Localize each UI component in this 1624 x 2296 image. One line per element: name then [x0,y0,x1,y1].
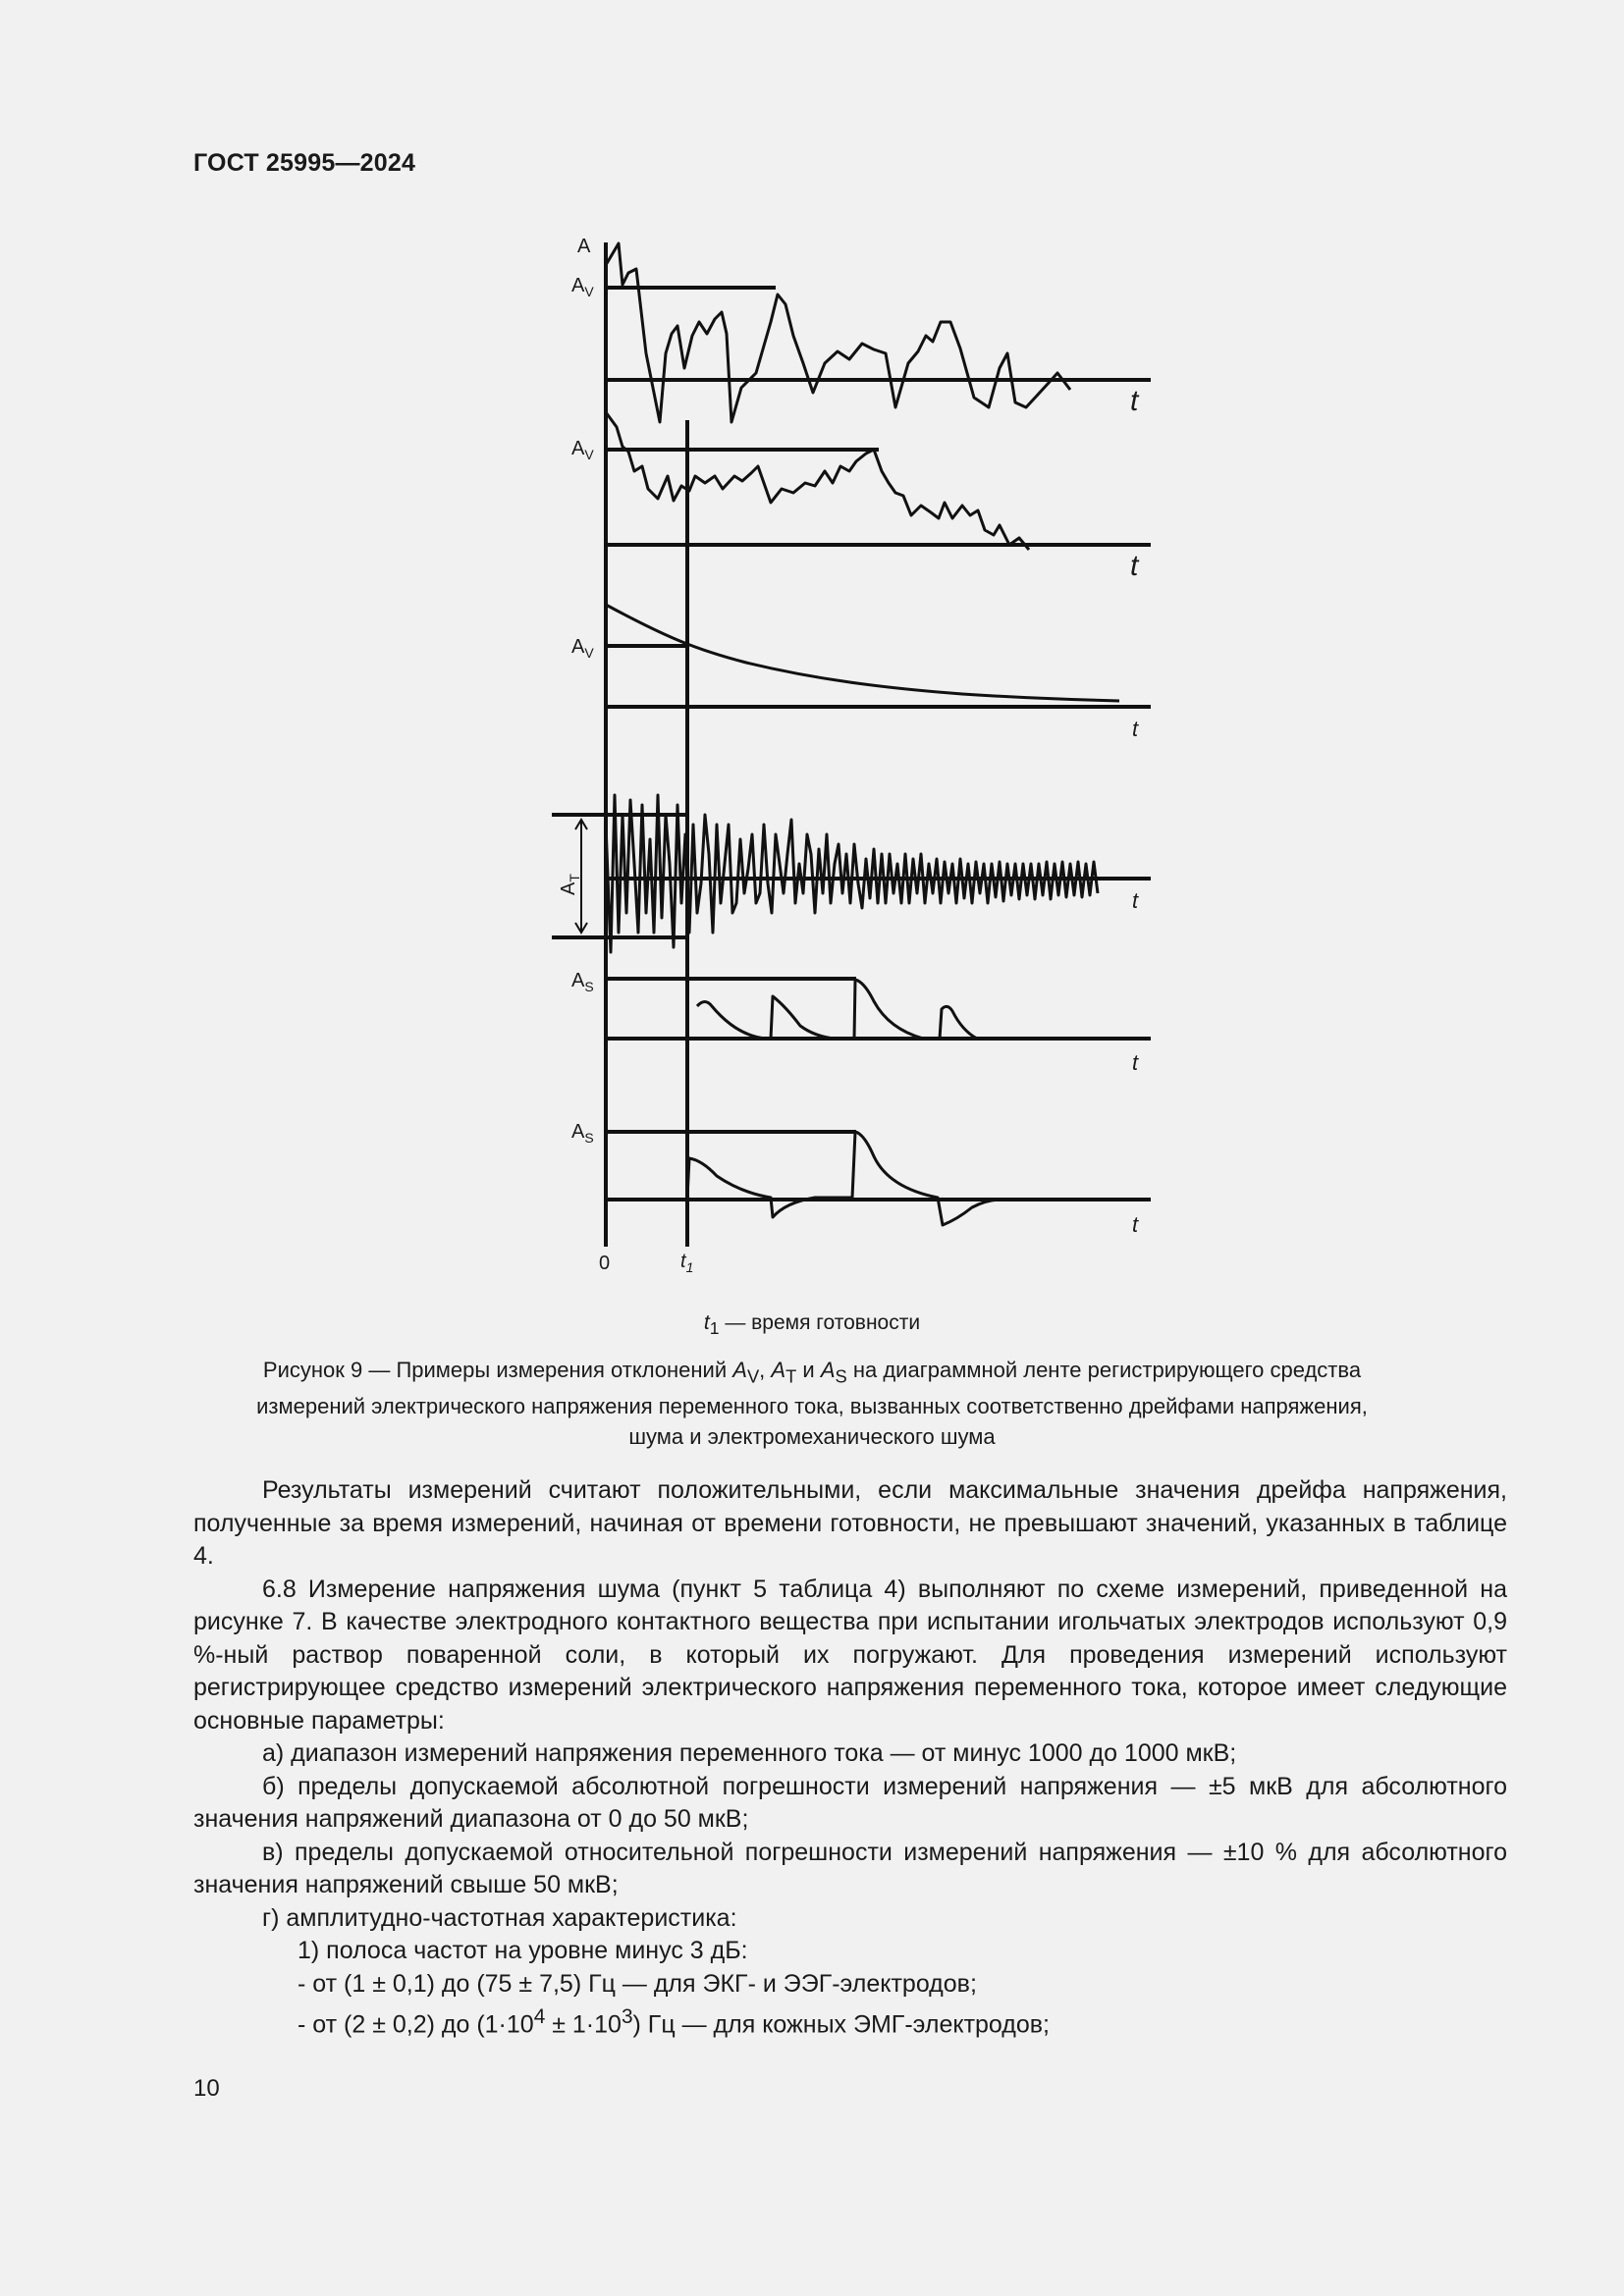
panel1-trace [606,243,1070,422]
label-t-3: t [1132,717,1139,741]
label-t-1: t [1130,385,1139,417]
dash-item-2: - от (2 ± 0,2) до $(1\cdot 10^4 \pm 1\cdot 10^3)$ Гц — для кожных ЭМГ-электродов; [298,2005,1050,2039]
caption-line-3: шума и электромеханического шума [628,1424,996,1450]
panel2-trace [606,412,1029,550]
label-at: $A_T$ [558,874,582,895]
figure-caption [193,1355,1431,1452]
caption-line-2: измерений электрического напряжения переменного тока, вызванных соответственно дрейфами напряжения, [256,1394,1368,1419]
caption-line-1: Рисунок 9 — Примеры измерения отклонений $A_V$, $A_T$ и $A_S$ на диаграммной ленте регистрирующего средства [262,1358,1362,1387]
paragraph-6-8: 6.8 Измерение напряжения шума (пункт 5 таблица 4) выполняют по схеме измерений, приведенной на рисунке 7. В качестве электродного контактного вещества при испытании игольчатых электродов используют 0,9 %-ный раствор поваренной соли, в который их погружают. Для проведения измерений используют регистрирующее средство измерений электрического напряжения переменного тока, которое имеет следующие основные параметры: [193,1575,1507,1735]
panel5-trace [697,980,977,1039]
list-item-b: б) пределы допускаемой абсолютной погрешности измерений напряжения — ±5 мкВ для абсолютного значения напряжений диапазона от 0 до 50 мкВ; [193,1772,1507,1833]
panel3-trace [606,605,1119,701]
label-as-1: $A_S$ [571,970,594,994]
label-t-4: t [1132,888,1139,913]
list-subitem-1: 1) полоса частот на уровне минус 3 дБ: [298,1937,748,1964]
label-t-6: t [1132,1212,1139,1237]
figure-9 [550,226,1178,1286]
label-t-5: t [1132,1050,1139,1075]
figure-9-drawing [550,226,1178,1286]
list-item-c: в) пределы допускаемой относительной погрешности измерений напряжения — ±10 % для абсолютного значения напряжений свыше 50 мкВ; [193,1838,1507,1898]
label-t-2: t [1130,550,1139,582]
paragraph-results: Результаты измерений считают положительными, если максимальные значения дрейфа напряжения, полученные за время измерений, начиная от времени готовности, не превышают значений, указанных в таблице 4. [193,1476,1507,1570]
list-item-g: г) амплитудно-частотная характеристика: [262,1903,737,1932]
label-as-2: $A_S$ [571,1121,594,1146]
document-header: ГОСТ 25995—2024 [193,149,416,177]
panel6-trace [687,1132,1001,1225]
label-origin: 0 [599,1253,611,1274]
list-item-a: а) диапазон измерений напряжения переменного тока — от минус 1000 до 1000 мкВ; [262,1739,1237,1767]
label-av-1: $A_V$ [571,275,594,299]
page-number: 10 [193,2075,220,2102]
label-av-3: $A_V$ [571,636,594,661]
label-t1: $t_1$ [680,1251,694,1275]
axis-label-a: A [577,236,591,257]
panel4-trace [606,795,1098,952]
figure-legend: $t_1$ — время готовности [703,1311,921,1339]
dash-item-1: - от (1 ± 0,1) до (75 ± 7,5) Гц — для ЭКГ- и ЭЭГ-электродов; [298,1969,977,1998]
body-text [193,1474,1507,2042]
label-av-2: $A_V$ [571,438,594,462]
